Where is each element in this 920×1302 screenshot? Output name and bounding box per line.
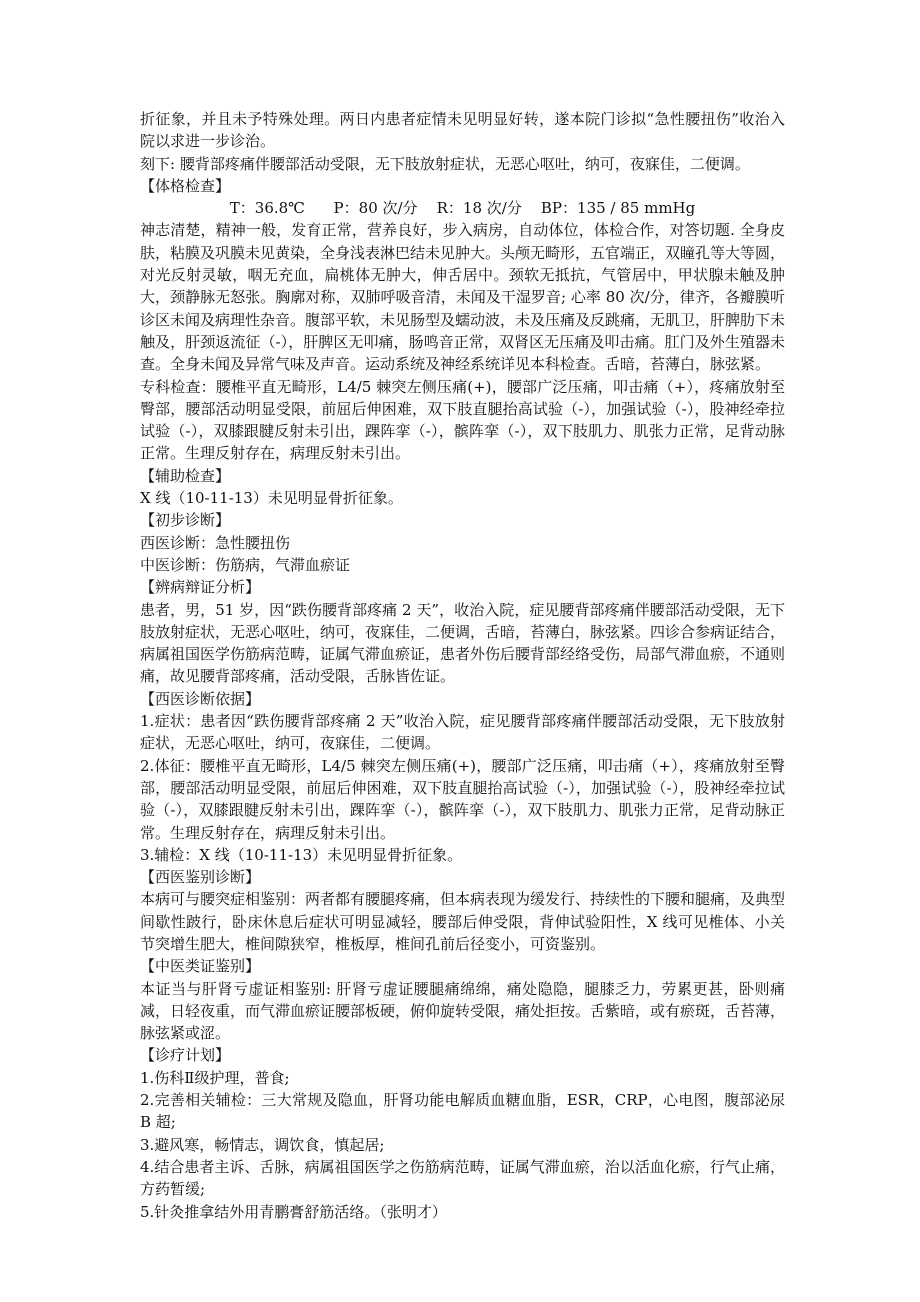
intro-paragraph-1: 折征象，并且未予特殊处理。两日内患者症情未见明显好转，遂本院门诊拟“急性腰扭伤”收治入院以求进一步诊治。: [140, 110, 785, 151]
intro-paragraph-2: 刻下: 腰背部疼痛伴腰部活动受限，无下肢放射症状，无恶心呕吐，纳可，夜寐佳，二便调。: [140, 154, 750, 173]
analysis-heading: 【辨病辩证分析】: [140, 578, 261, 597]
plan-item-2: 2.完善相关辅检：三大常规及隐血，肝肾功能电解质血糖血脂，ESR，CRP，心电图，腹部泌尿 B 超;: [140, 1091, 785, 1132]
differential-heading: 【西医鉴别诊断】: [140, 868, 261, 887]
special-exam-text: 专科检查：腰椎平直无畸形，L4/5 棘突左侧压痛(+)，腰部广泛压痛，叩击痛（+），疼痛放射至臀部，腰部活动明显受限，前屈后伸困难，双下肢直腿抬高试验（-），加强试验（-），股神经牵拉试验（-），双膝跟腱反射未引出，踝阵挛（-），髌阵挛（-），双下肢肌力、肌张力正常，足背动脉正常。生理反射存在，病理反射未引出。: [140, 377, 785, 463]
plan-item-3: 3.避风寒，畅情志，调饮食，慎起居;: [140, 1135, 385, 1154]
plan-item-1: 1.伤科Ⅱ级护理，普食;: [140, 1068, 290, 1087]
treatment-plan-heading: 【诊疗计划】: [140, 1046, 231, 1065]
basis-item-3: 3.辅检：X 线（10-11-13）未见明显骨折征象。: [140, 845, 463, 864]
general-exam-text: 神志清楚，精神一般，发育正常，营养良好，步入病房，自动体位，体检合作，对答切题. 全身皮肤，粘膜及巩膜未见黄染，全身浅表淋巴结未见肿大。头颅无畸形，五官端正，双瞳孔等大等圆，对光反射灵敏，咽无充血，扁桃体无肿大，伸舌居中。颈软无抵抗，气管居中，甲状腺未触及肿大，颈静脉无怒张。胸廓对称，双肺呼吸音清，未闻及干湿罗音; 心率 80 次/分，律齐，各瓣膜听诊区未闻及病理性杂音。腹部平软，未见肠型及蠕动波，未及压痛及反跳痛，无肌卫，肝脾肋下未触及，肝颈返流征（-），肝脾区无叩痛，肠鸣音正常，双肾区无压痛及叩击痛。肛门及外生殖器未查。全身未闻及异常气味及声音。运动系统及神经系统详见本科检查。舌暗，苔薄白，脉弦紧。: [140, 221, 786, 374]
western-diagnosis: 西医诊断：急性腰扭伤: [140, 533, 291, 552]
analysis-text: 患者，男，51 岁，因“跌伤腰背部疼痛 2 天”，收治入院，症见腰背部疼痛伴腰部活动受限，无下肢放射症状，无恶心呕吐，纳可，夜寐佳，二便调，舌暗，苔薄白，脉弦紧。四诊合参病证结合，病属祖国医学伤筋病范畴，证属气滞血瘀证，患者外伤后腰背部经络受伤，局部气滞血瘀，不通则痛，故见腰背部疼痛，活动受限，舌脉皆佐证。: [140, 600, 786, 686]
basis-item-1: 1.症状：患者因“跌伤腰背部疼痛 2 天”收治入院，症见腰背部疼痛伴腰部活动受限，无下肢放射症状，无恶心呕吐，纳可，夜寐佳，二便调。: [140, 712, 785, 753]
tcm-differential-text: 本证当与肝肾亏虚证相鉴别: 肝肾亏虚证腰腿痛绵绵，痛处隐隐，腿膝乏力，劳累更甚，卧则痛减，日轻夜重，而气滞血瘀证腰部板硬，俯仰旋转受限，痛处拒按。舌紫暗，或有瘀斑，舌苔薄，脉弦紧或涩。: [140, 979, 786, 1043]
plan-item-4: 4.结合患者主诉、舌脉，病属祖国医学之伤筋病范畴，证属气滞血瘀，治以活血化瘀，行气止痛，方药暂缓;: [140, 1157, 785, 1199]
auxiliary-exam-heading: 【辅助检查】: [140, 466, 231, 485]
medical-record-page: [140, 108, 785, 1223]
differential-text: 本病可与腰突症相鉴别：两者都有腰腿疼痛，但本病表现为缓发行、持续性的下腰和腿痛，及典型间歇性跛行，卧床休息后症状可明显减轻，腰部后伸受限，背伸试验阳性，X 线可见椎体、小关节突增生肥大，椎间隙狭窄，椎板厚，椎间孔前后径变小，可资鉴别。: [140, 890, 786, 953]
vital-signs: T：36.8℃ P：80 次/分 R：18 次/分 BP：135 / 85 mmHg: [229, 199, 696, 218]
western-basis-heading: 【西医诊断依据】: [140, 689, 261, 708]
basis-item-2: 2.体征：腰椎平直无畸形，L4/5 棘突左侧压痛(+)，腰部广泛压痛，叩击痛（+），疼痛放射至臀部，腰部活动明显受限，前屈后伸困难，双下肢直腿抬高试验（-），加强试验（-），股神经牵拉试验（-），双膝跟腱反射未引出，踝阵挛（-），髌阵挛（-），双下肢肌力、肌张力正常，足背动脉正常。生理反射存在，病理反射未引出。: [140, 756, 785, 842]
tcm-differential-heading: 【中医类证鉴别】: [140, 957, 261, 976]
physical-exam-heading: 【体格检查】: [140, 176, 231, 195]
plan-item-5: 5.针灸推拿结外用青鹏膏舒筋活络。（张明才）: [140, 1202, 447, 1221]
preliminary-diagnosis-heading: 【初步诊断】: [140, 511, 231, 530]
tcm-diagnosis: 中医诊断：伤筋病，气滞血瘀证: [140, 555, 351, 574]
auxiliary-exam-text: X 线（10-11-13）未见明显骨折征象。: [140, 489, 403, 508]
